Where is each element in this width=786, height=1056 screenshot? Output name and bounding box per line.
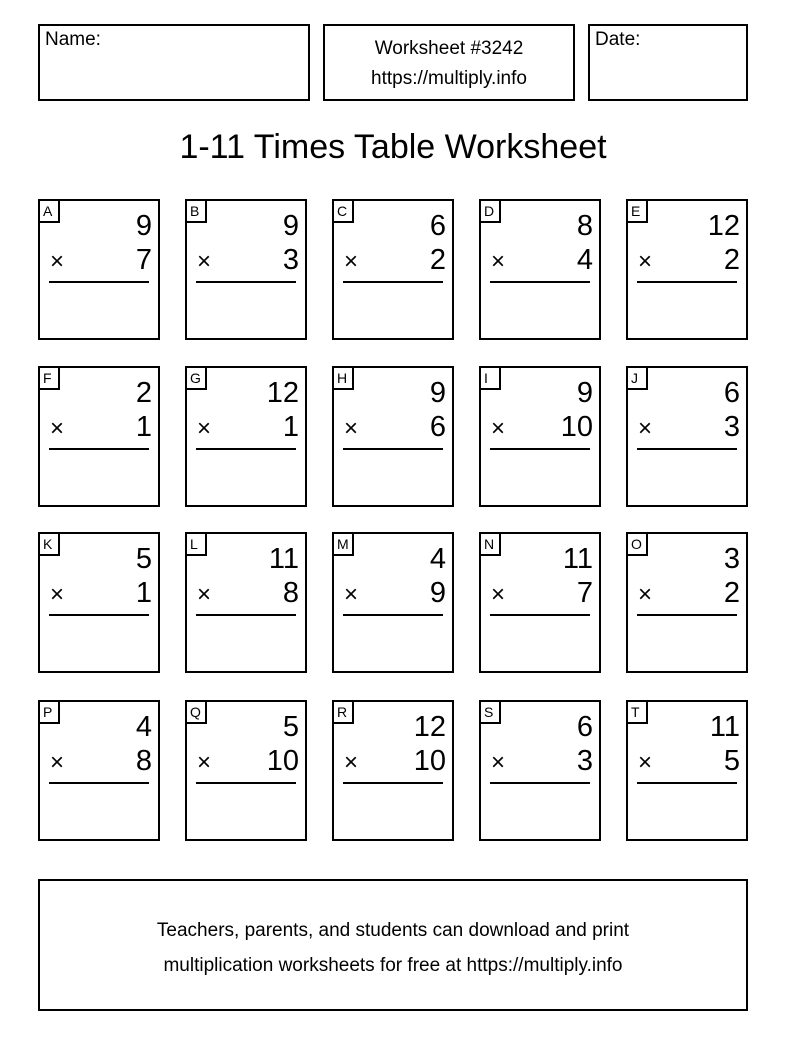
worksheet-url: https://multiply.info: [371, 68, 527, 89]
answer-line: [490, 782, 590, 784]
footer-line-1: Teachers, parents, and students can download and print: [156, 920, 630, 941]
times-sign: ×: [344, 749, 359, 776]
problem-card: [38, 532, 160, 673]
date-label: Date:: [595, 29, 641, 50]
worksheet-number: Worksheet #3242: [374, 38, 524, 59]
problem-letter: C: [334, 201, 354, 223]
multiplicand: 3: [723, 543, 740, 575]
problem-card: [38, 366, 160, 507]
problem-card: [332, 532, 454, 673]
multiplier: 5: [723, 745, 740, 777]
footer-line-2: multiplication worksheets for free at https://multiply.info: [163, 955, 623, 976]
answer-line: [196, 448, 296, 450]
multiplicand: 4: [429, 543, 446, 575]
multiplier: 2: [723, 577, 740, 609]
answer-line: [637, 614, 737, 616]
multiplicand: 8: [576, 210, 593, 242]
problem-card: [332, 700, 454, 841]
answer-line: [196, 782, 296, 784]
multiplicand: 4: [135, 711, 152, 743]
problem-card: [479, 199, 601, 340]
multiplicand: 6: [576, 711, 593, 743]
answer-line: [490, 448, 590, 450]
multiplier: 1: [135, 411, 152, 443]
multiplier: 8: [282, 577, 299, 609]
answer-line: [490, 614, 590, 616]
problem-card: [479, 532, 601, 673]
multiplier: 7: [135, 244, 152, 276]
multiplier: 10: [266, 745, 299, 777]
problem-card: [479, 700, 601, 841]
problem-card: [185, 532, 307, 673]
problem-letter: E: [628, 201, 648, 223]
times-sign: ×: [491, 581, 506, 608]
times-sign: ×: [344, 415, 359, 442]
problem-letter: T: [628, 702, 648, 724]
multiplier: 9: [429, 577, 446, 609]
times-sign: ×: [638, 415, 653, 442]
multiplier: 3: [576, 745, 593, 777]
times-sign: ×: [50, 581, 65, 608]
multiplicand: 6: [429, 210, 446, 242]
answer-line: [49, 782, 149, 784]
problem-letter: K: [40, 534, 60, 556]
problem-letter: R: [334, 702, 354, 724]
answer-line: [343, 281, 443, 283]
problem-card: [38, 700, 160, 841]
problem-card: [332, 199, 454, 340]
problem-letter: S: [481, 702, 501, 724]
multiplier: 6: [429, 411, 446, 443]
problem-letter: H: [334, 368, 354, 390]
problem-letter: O: [628, 534, 648, 556]
multiplicand: 5: [282, 711, 299, 743]
multiplicand: 11: [709, 711, 740, 743]
multiplicand: 2: [135, 377, 152, 409]
multiplier: 3: [723, 411, 740, 443]
problem-card: [626, 532, 748, 673]
problem-card: [479, 366, 601, 507]
answer-line: [637, 448, 737, 450]
multiplier: 4: [576, 244, 593, 276]
problem-letter: I: [481, 368, 501, 390]
times-sign: ×: [197, 749, 212, 776]
problem-letter: N: [481, 534, 501, 556]
problem-letter: B: [187, 201, 207, 223]
footer-box: [38, 879, 748, 1011]
problem-card: [626, 199, 748, 340]
multiplicand: 12: [413, 711, 446, 743]
answer-line: [343, 448, 443, 450]
answer-line: [49, 448, 149, 450]
problem-card: [185, 700, 307, 841]
multiplicand: 5: [135, 543, 152, 575]
problem-letter: M: [334, 534, 354, 556]
problem-card: [185, 366, 307, 507]
multiplicand: 9: [576, 377, 593, 409]
times-sign: ×: [638, 248, 653, 275]
times-sign: ×: [50, 415, 65, 442]
problem-card: [332, 366, 454, 507]
problem-letter: J: [628, 368, 648, 390]
answer-line: [637, 782, 737, 784]
multiplicand: 6: [723, 377, 740, 409]
multiplicand: 11: [268, 543, 299, 575]
times-sign: ×: [638, 749, 653, 776]
name-label: Name:: [45, 29, 101, 50]
times-sign: ×: [491, 248, 506, 275]
times-sign: ×: [197, 248, 212, 275]
answer-line: [343, 614, 443, 616]
answer-line: [343, 782, 443, 784]
multiplicand: 9: [135, 210, 152, 242]
problem-letter: G: [187, 368, 207, 390]
worksheet-title: 1-11 Times Table Worksheet: [179, 128, 607, 166]
times-sign: ×: [638, 581, 653, 608]
answer-line: [49, 614, 149, 616]
multiplier: 2: [429, 244, 446, 276]
multiplier: 10: [560, 411, 593, 443]
problem-letter: D: [481, 201, 501, 223]
multiplier: 2: [723, 244, 740, 276]
problem-card: [38, 199, 160, 340]
multiplicand: 9: [429, 377, 446, 409]
multiplier: 8: [135, 745, 152, 777]
multiplicand: 12: [707, 210, 740, 242]
multiplier: 1: [282, 411, 299, 443]
problem-letter: L: [187, 534, 207, 556]
problem-letter: A: [40, 201, 60, 223]
multiplier: 1: [135, 577, 152, 609]
problem-card: [185, 199, 307, 340]
answer-line: [49, 281, 149, 283]
times-sign: ×: [50, 749, 65, 776]
answer-line: [196, 614, 296, 616]
times-sign: ×: [344, 248, 359, 275]
answer-line: [196, 281, 296, 283]
problem-letter: F: [40, 368, 60, 390]
multiplier: 7: [576, 577, 593, 609]
times-sign: ×: [344, 581, 359, 608]
times-sign: ×: [197, 581, 212, 608]
multiplicand: 11: [562, 543, 593, 575]
problem-letter: Q: [187, 702, 207, 724]
problem-card: [626, 366, 748, 507]
multiplicand: 12: [266, 377, 299, 409]
times-sign: ×: [491, 415, 506, 442]
times-sign: ×: [491, 749, 506, 776]
answer-line: [490, 281, 590, 283]
answer-line: [637, 281, 737, 283]
times-sign: ×: [50, 248, 65, 275]
times-sign: ×: [197, 415, 212, 442]
multiplicand: 9: [282, 210, 299, 242]
multiplier: 10: [413, 745, 446, 777]
problem-card: [626, 700, 748, 841]
multiplier: 3: [282, 244, 299, 276]
problem-letter: P: [40, 702, 60, 724]
